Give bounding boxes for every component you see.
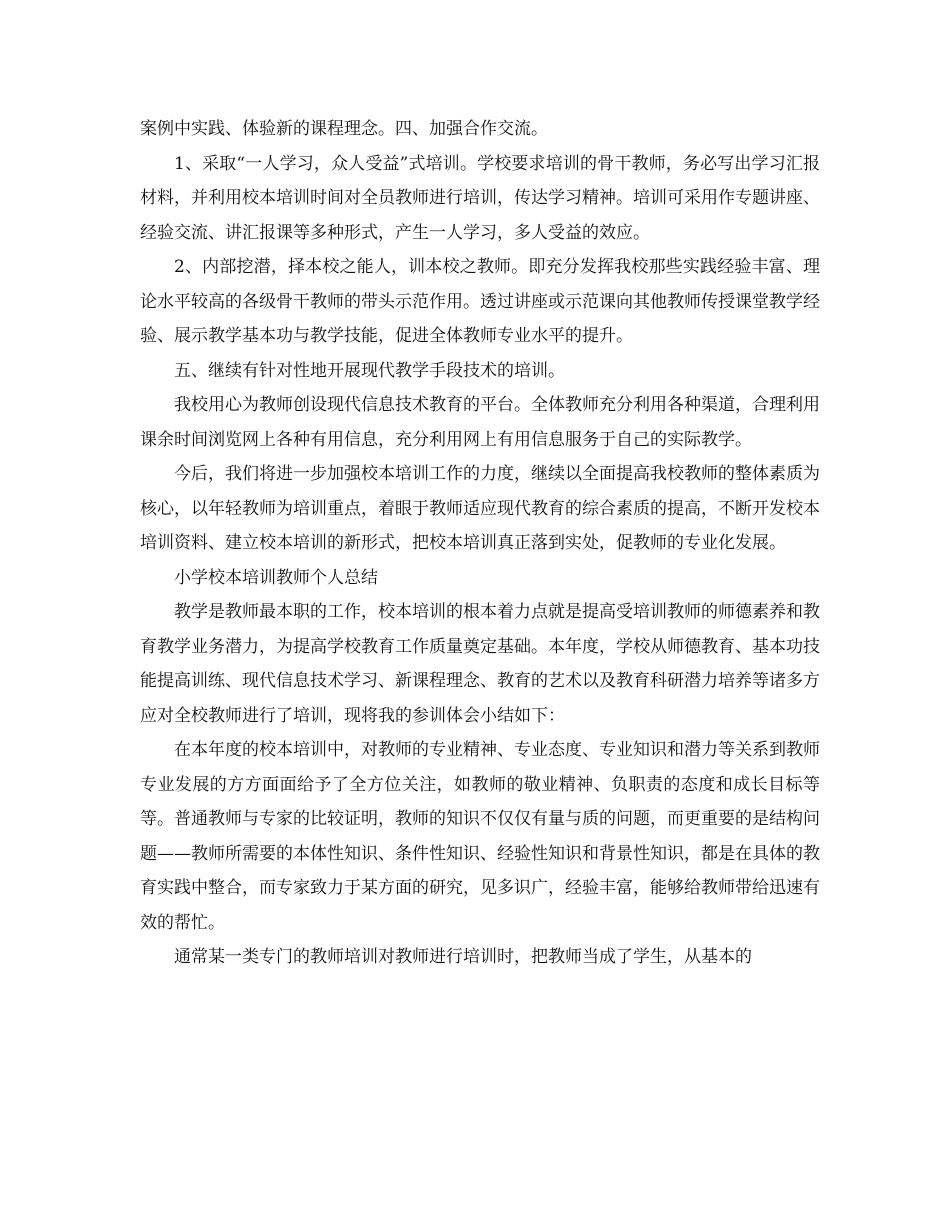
paragraph: 小学校本培训教师个人总结 [174,567,378,588]
paragraph: 1、采取“一人学习，众人受益”式培训。学校要求培训的骨干教师，务必写出学习汇报材料，并利用校本培训时间对全员教师进行培训，传达学习精神。培训可采用作专题讲座、经验交流、讲汇报课等多种形式，产生一人学习，多人受益的效应。 [140,153,820,243]
document-body [140,112,820,975]
paragraph: 通常某一类专门的教师培训对教师进行培训时，把教师当成了学生，从基本的 [174,947,752,967]
paragraph: 五、继续有针对性地开展现代教学手段技术的培训。 [174,360,565,381]
paragraph: 在本年度的校本培训中，对教师的专业精神、专业态度、专业知识和潜力等关系到教师专业发展的方方面面给予了全方位关注，如教师的敬业精神、负职责的态度和成长目标等等。普通教师与专家的比较证明，教师的知识不仅仅有量与质的问题，而更重要的是结构问题——教师所需要的本体性知识、条件性知识、经验性知识和背景性知识，都是在具体的教育实践中整合，而专家致力于某方面的研究，见多识广，经验丰富，能够给教师带给迅速有效的帮忙。 [140,740,820,933]
paragraph: 教学是教师最本职的工作，校本培训的根本着力点就是提高受培训教师的师德素养和教育教学业务潜力，为提高学校教育工作质量奠定基础。本年度，学校从师德教育、基本功技能提高训练、现代信息技术学习、新课程理念、教育的艺术以及教育科研潜力培养等诸多方应对全校教师进行了培训，现将我的参训体会小结如下： [140,602,820,726]
paragraph: 2、内部挖潜，择本校之能人，训本校之教师。即充分发挥我校那些实践经验丰富、理论水平较高的各级骨干教师的带头示范作用。透过讲座或示范课向其他教师传授课堂教学经验、展示教学基本功与教学技能，促进全体教师专业水平的提升。 [140,257,820,346]
paragraph: 案例中实践、体验新的课程理念。四、加强合作交流。 [140,119,548,139]
paragraph: 今后，我们将进一步加强校本培训工作的力度，继续以全面提高我校教师的整体素质为核心，以年轻教师为培训重点，着眼于教师适应现代教育的综合素质的提高，不断开发校本培训资料、建立校本培训的新形式，把校本培训真正落到实处，促教师的专业化发展。 [140,464,820,553]
paragraph: 我校用心为教师创设现代信息技术教育的平台。全体教师充分利用各种渠道，合理利用课余时间浏览网上各种有用信息，充分利用网上有用信息服务于自己的实际教学。 [140,395,820,450]
